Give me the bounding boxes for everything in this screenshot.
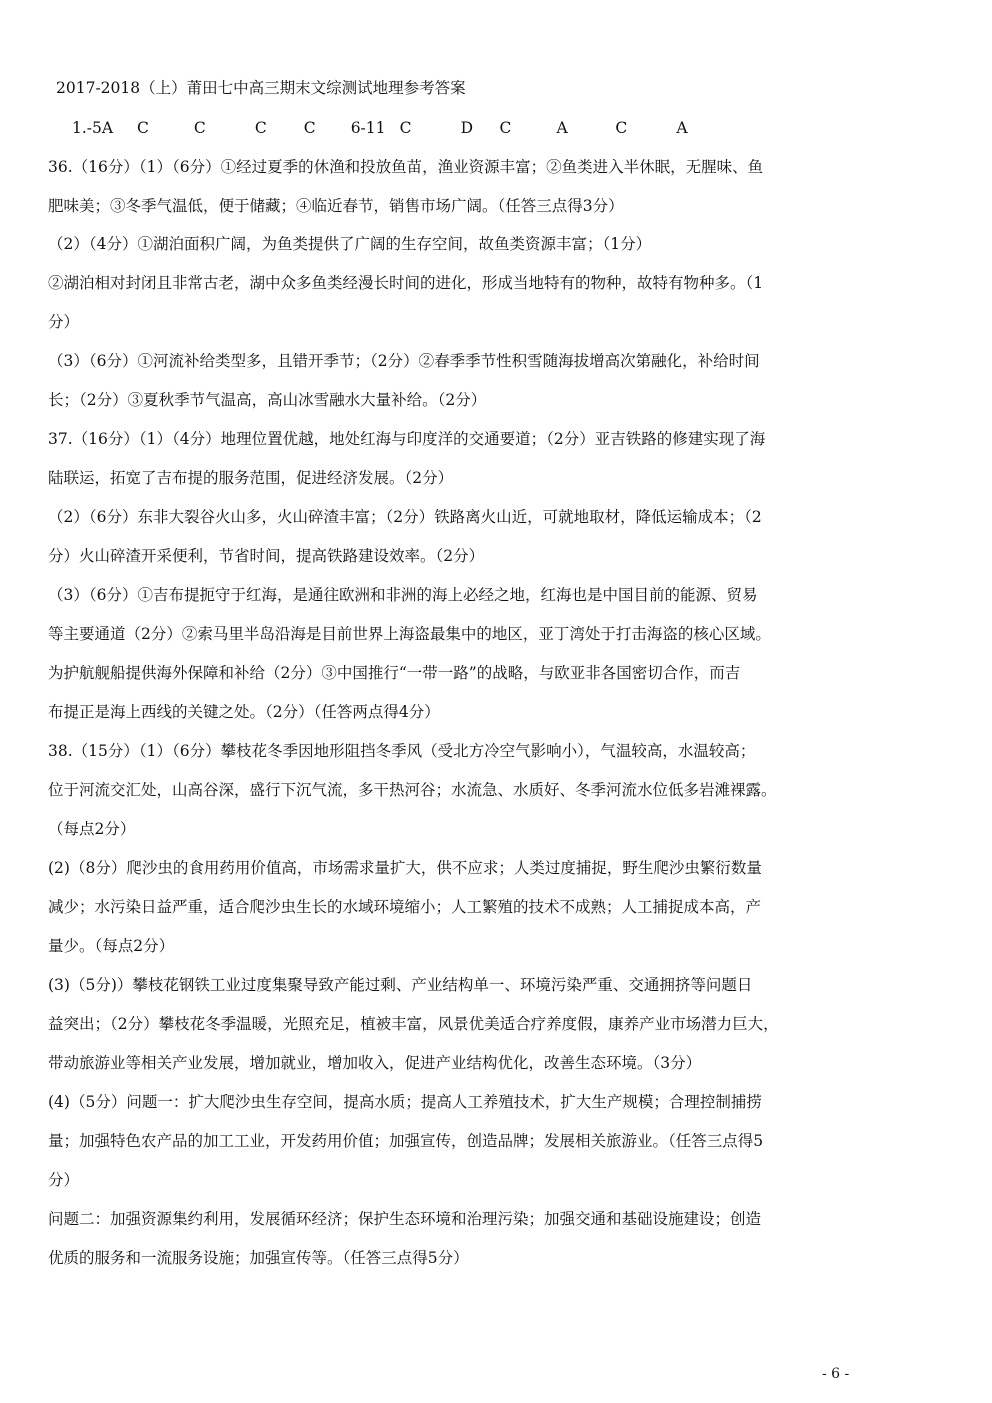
text-line: 等主要通道（2分）②索马里半岛沿海是目前世界上海盗最集中的地区，亚丁湾处于打击海盗的核心区域。 [48, 625, 771, 643]
text-line: 优质的服务和一流服务设施；加强宣传等。（任答三点得5分） [48, 1249, 469, 1267]
text-line: 分） [48, 313, 80, 331]
text-line: 益突出；（2分）攀枝花冬季温暖，光照充足，植被丰富，风景优美适合疗养度假，康养产业市场潜力巨大， [48, 1015, 779, 1033]
answer-1: C [136, 119, 149, 137]
text-line: 减少；水污染日益严重，适合爬沙虫生长的水域环境缩小；人工繁殖的技术不成熟；人工捕捉成本高，产 [48, 898, 762, 916]
document-title: 2017-2018（上）莆田七中高三期末文综测试地理参考答案 [56, 79, 466, 97]
text-line: 量；加强特色农产品的加工工业，开发药用价值；加强宣传，创造品牌；发展相关旅游业。（任答三点得5 [48, 1132, 764, 1150]
text-line: （3）（6分）①吉布提扼守于红海，是通往欧洲和非洲的海上必经之地，红海也是中国目前的能源、贸易 [48, 586, 758, 604]
answer-7: D [460, 119, 473, 137]
text-line: ②湖泊相对封闭且非常古老，湖中众多鱼类经漫长时间的进化，形成当地特有的物种，故特有物种多。（1 [48, 274, 764, 292]
text-line: 36.（16分）（1）（6分）①经过夏季的休渔和投放鱼苗，渔业资源丰富；②鱼类进入半休眠，无腥味、鱼 [48, 158, 764, 176]
page-number: - 6 - [822, 1366, 850, 1382]
text-line: 带动旅游业等相关产业发展，增加就业，增加收入，促进产业结构优化，改善生态环境。（3分） [48, 1054, 702, 1072]
answer-4: C [303, 119, 316, 137]
text-line: 分）火山碎渣开采便利，节省时间，提高铁路建设效率。（2分） [48, 547, 485, 565]
text-line: （2）（4分）①湖泊面积广阔，为鱼类提供了广阔的生存空间，故鱼类资源丰富；（1分） [48, 235, 652, 253]
text-line: 位于河流交汇处，山高谷深，盛行下沉气流，多干热河谷；水流急、水质好、冬季河流水位低多岩滩裸露。 [48, 781, 777, 799]
answer-8: C [499, 119, 512, 137]
text-line: 肥味美；③冬季气温低，便于储藏；④临近春节，销售市场广阔。（任答三点得3分） [48, 197, 624, 215]
answer-10: C [615, 119, 628, 137]
text-line: 问题二：加强资源集约利用，发展循环经济；保护生态环境和治理污染；加强交通和基础设施建设；创造 [48, 1210, 762, 1228]
text-line: 37.（16分）（1）（4分）地理位置优越，地处红海与印度洋的交通要道；（2分）亚吉铁路的修建实现了海 [48, 430, 766, 448]
text-line: 布提正是海上西线的关键之处。（2分）（任答两点得4分） [48, 703, 440, 721]
text-line: (4)（5分）问题一：扩大爬沙虫生存空间，提高水质；提高人工养殖技术，扩大生产规模；合理控制捕捞 [48, 1093, 762, 1111]
text-line: （每点2分） [48, 820, 136, 838]
answer-6: C [399, 119, 412, 137]
answer-2: C [193, 119, 206, 137]
text-line: 为护航舰船提供海外保障和补给（2分）③中国推行“一带一路”的战略，与欧亚非各国密切合作，而吉 [48, 664, 741, 682]
text-line: 陆联运，拓宽了吉布提的服务范围，促进经济发展。（2分） [48, 469, 454, 487]
text-line: （2）（6分）东非大裂谷火山多，火山碎渣丰富；（2分）铁路离火山近，可就地取材，降低运输成本；（2 [48, 508, 762, 526]
text-line: (3)（5分)）攀枝花钢铁工业过度集聚导致产能过剩、产业结构单一、环境污染严重、交通拥挤等问题日 [48, 976, 753, 994]
text-line: 分） [48, 1171, 80, 1189]
multiple-choice-answers [72, 118, 688, 138]
text-line: 38.（15分）（1）（6分）攀枝花冬季因地形阻挡冬季风（受北方冷空气影响小），气温较高，水温较高； [48, 742, 756, 760]
text-line: 长；（2分）③夏秋季节气温高，高山冰雪融水大量补给。（2分） [48, 391, 487, 409]
text-line: （3）（6分）①河流补给类型多，且错开季节；（2分）②春季季节性积雪随海拔增高次第融化，补给时间 [48, 352, 760, 370]
answer-range-6-11: 6-11 [350, 119, 386, 137]
answer-9: A [556, 119, 568, 137]
answer-11: A [676, 119, 688, 137]
answer-range-1-5: 1.-5A [72, 119, 114, 137]
text-line: (2)（8分）爬沙虫的食用药用价值高，市场需求量扩大，供不应求；人类过度捕捉，野生爬沙虫繁衍数量 [48, 859, 762, 877]
answer-3: C [254, 119, 267, 137]
text-line: 量少。（每点2分） [48, 937, 175, 955]
